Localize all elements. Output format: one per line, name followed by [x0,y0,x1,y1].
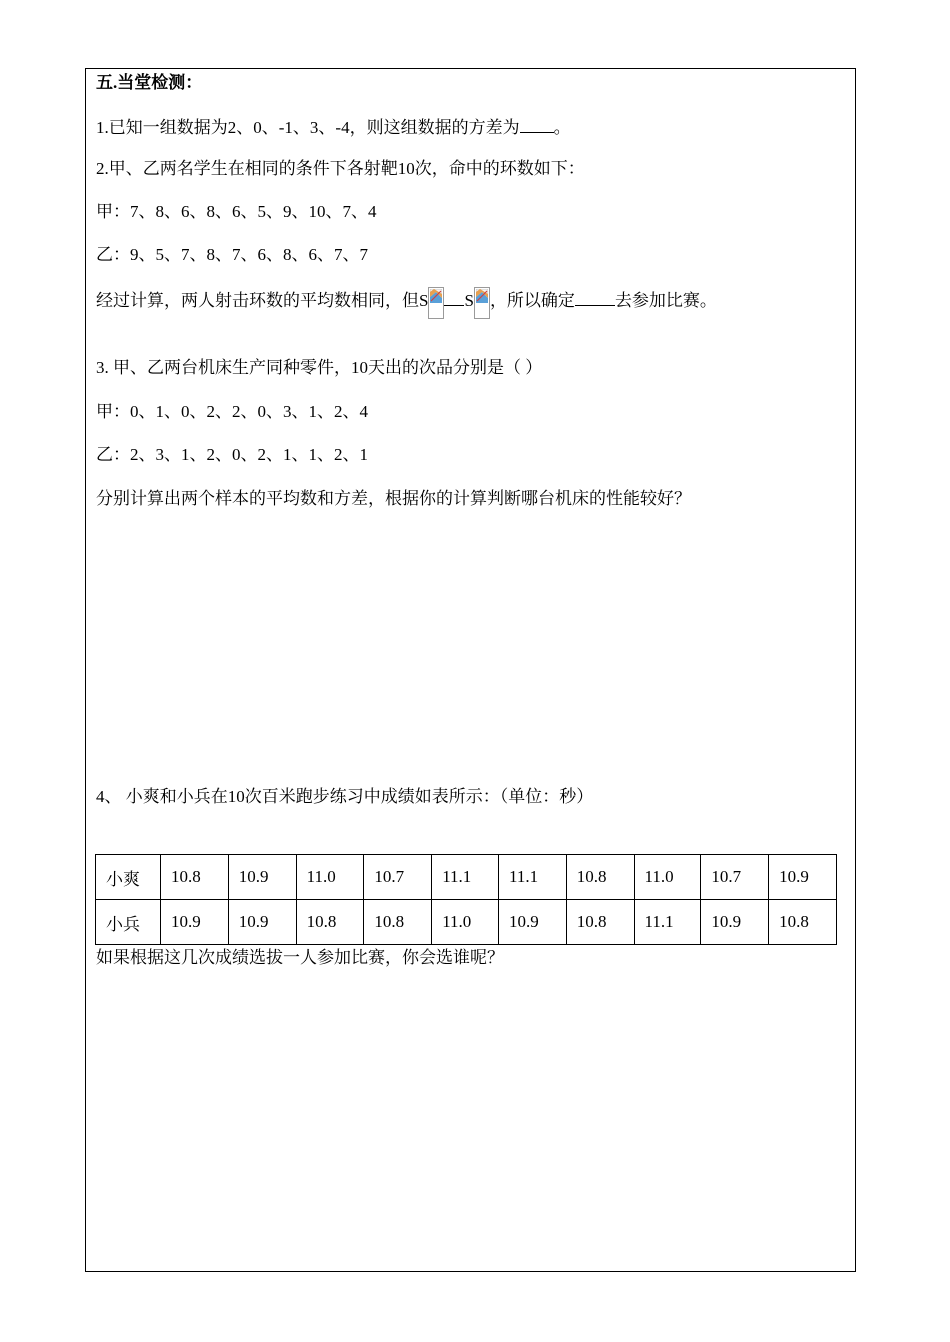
table-row [96,855,837,900]
question-2-stem: 2.甲、乙两名学生在相同的条件下各射靶10次，命中的环数如下： [96,159,585,178]
conclusion-text-a: 经过计算，两人射击环数的平均数相同，但 [96,291,419,310]
conclusion-text-c: 去参加比赛。 [614,291,717,310]
question-1-end: 。 [553,118,571,137]
variance-symbol-1: S [419,291,429,310]
time-cell: 10.8 [566,900,634,945]
conclusion-text-b: ，所以确定 [489,291,575,310]
time-cell: 10.9 [701,900,769,945]
question-4-stem: 4、 小爽和小兵在10次百米跑步练习中成绩如表所示：（单位：秒） [96,787,594,806]
broken-image-icon [474,285,490,319]
sprint-times-table [95,854,837,945]
selection-blank[interactable] [575,289,615,306]
comparison-blank[interactable] [444,289,464,306]
question-2-conclusion [96,289,717,319]
time-cell: 10.9 [769,855,837,900]
question-3-stem: 3. 甲、乙两台机床生产同种零件，10天出的次品分别是（ ） [96,358,543,377]
time-cell: 11.0 [634,855,701,900]
question-2-jia-scores: 甲：7、8、6、8、6、5、9、10、7、4 [96,202,377,221]
time-cell: 10.7 [701,855,769,900]
question-3-jia-defects: 甲：0、1、0、2、2、0、3、1、2、4 [96,402,368,421]
time-cell: 10.9 [161,900,229,945]
time-cell: 10.8 [566,855,634,900]
time-cell: 10.8 [364,900,432,945]
time-cell: 10.8 [161,855,229,900]
time-cell: 11.1 [432,855,499,900]
time-cell: 11.1 [634,900,701,945]
question-4-question: 如果根据这几次成绩选拔一人参加比赛，你会选谁呢？ [96,948,504,967]
runner-name: 小爽 [96,855,161,900]
time-cell: 10.9 [498,900,566,945]
time-cell: 11.0 [296,855,364,900]
time-cell: 11.0 [432,900,499,945]
time-cell: 10.9 [228,900,296,945]
time-cell: 10.8 [769,900,837,945]
section-heading: 五.当堂检测： [96,73,203,92]
answer-blank-1[interactable] [520,116,554,133]
question-1-text: 1.已知一组数据为2、0、-1、3、-4，则这组数据的方差为 [96,118,520,137]
question-2-yi-scores: 乙：9、5、7、8、7、6、8、6、7、7 [96,245,368,264]
table-row [96,900,837,945]
time-cell: 10.8 [296,900,364,945]
question-3-yi-defects: 乙：2、3、1、2、0、2、1、1、2、1 [96,445,368,464]
question-3-question: 分别计算出两个样本的平均数和方差，根据你的计算判断哪台机床的性能较好？ [96,489,691,508]
question-1 [96,116,571,139]
time-cell: 10.7 [364,855,432,900]
broken-image-icon [428,285,444,319]
variance-symbol-2: S [464,291,474,310]
time-cell: 11.1 [498,855,566,900]
runner-name: 小兵 [96,900,161,945]
time-cell: 10.9 [228,855,296,900]
